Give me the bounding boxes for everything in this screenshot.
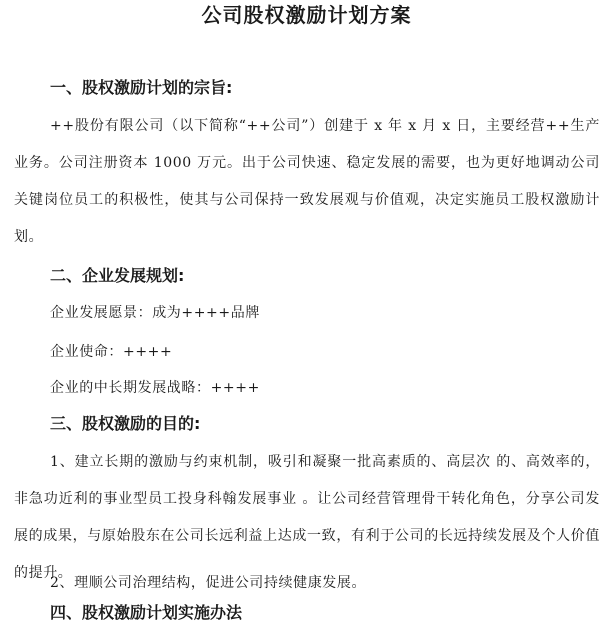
section-1-heading: 一、股权激励计划的宗旨: — [50, 78, 233, 97]
section-1-paragraph: ++股份有限公司（以下简称“++公司”）创建于 x 年 x 月 x 日，主要经营++生产业务。公司注册资本 1000 万元。出于公司快速、稳定发展的需要，也为更好地调动公司关键岗位员工的积极性，使其与公司保持一致发展观与价值观，决定实施员工股权激励计划。 — [14, 118, 600, 245]
document-title: 公司股权激励计划方案 — [201, 3, 412, 27]
section-2-heading: 二、企业发展规划: — [50, 266, 185, 285]
vision-line: 企业发展愿景：成为++++品牌 — [50, 305, 260, 321]
section-3-heading: 三、股权激励的目的: — [50, 414, 201, 433]
strategy-line: 企业的中长期发展战略：++++ — [50, 380, 260, 396]
section-4-heading: 四、股权激励计划实施办法 — [50, 603, 243, 622]
mission-line: 企业使命：++++ — [50, 344, 173, 360]
section-3-point-2: 2、理顺公司治理结构，促进公司持续健康发展。 — [50, 575, 367, 591]
section-3-point-1: 1、建立长期的激励与约束机制，吸引和凝聚一批高素质的、高层次 的、高效率的，非急功近利的事业型员工投身科翰发展事业 。让公司经营管理骨干转化角色，分享公司发展的成果，与原始股东在公司长远利益上达成一致，有利于公司的长远持续发展及个人价值的提升。 — [14, 454, 600, 581]
